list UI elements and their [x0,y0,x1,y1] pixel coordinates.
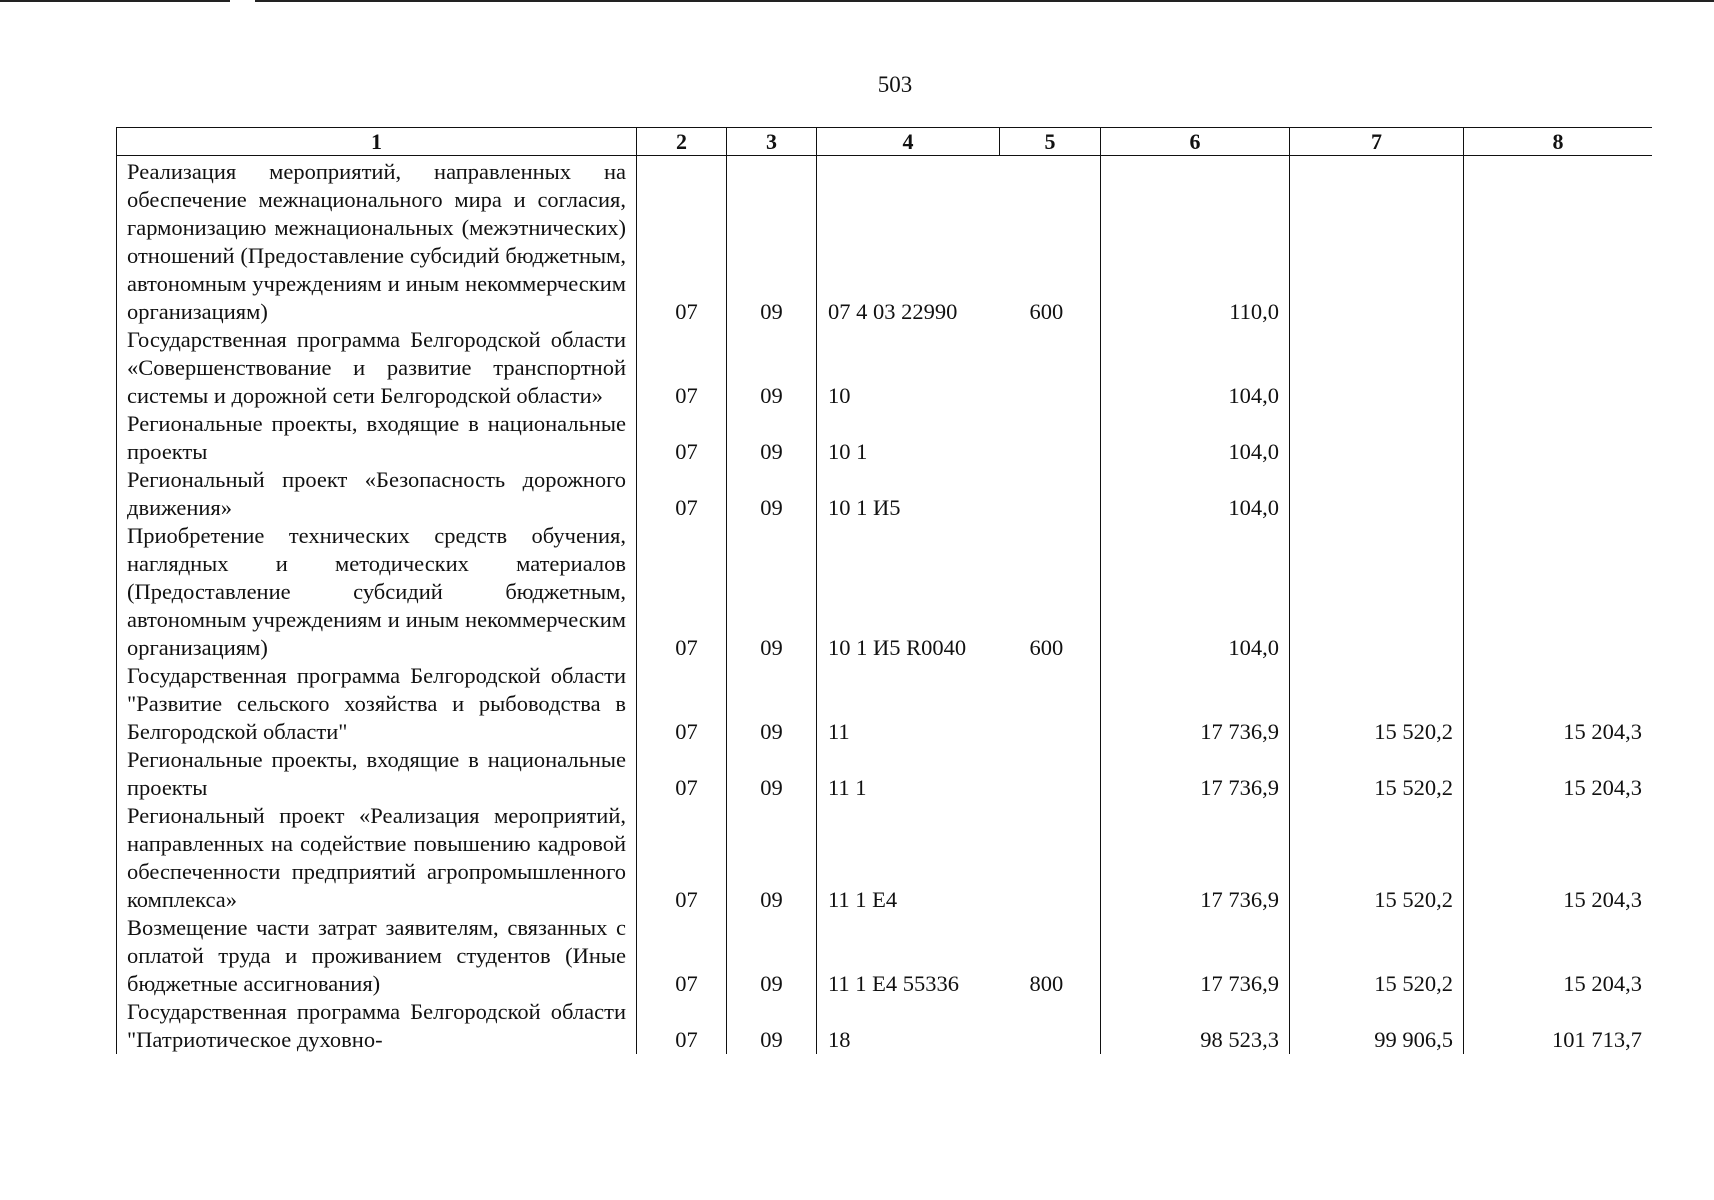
row-target-code: 10 1 И5 [817,466,1000,522]
table-header-row [117,128,1653,156]
row-target-code: 11 1 Е4 [817,802,1000,914]
row-amount-col8 [1464,410,1653,466]
row-target-code: 10 1 И5 R0040 [817,522,1000,662]
row-subsection: 09 [727,802,817,914]
row-subsection: 09 [727,466,817,522]
row-subsection: 09 [727,522,817,662]
column-header-5: 5 [1000,128,1101,156]
column-header-7: 7 [1290,128,1464,156]
row-amount-col8: 15 204,3 [1464,802,1653,914]
row-amount-col6: 17 736,9 [1101,746,1290,802]
row-amount-col8: 15 204,3 [1464,746,1653,802]
row-expense-type: 600 [1000,156,1101,327]
row-expense-type [1000,802,1101,914]
row-target-code: 07 4 03 22990 [817,156,1000,327]
table-row [117,998,1653,1054]
row-amount-col6: 98 523,3 [1101,998,1290,1054]
row-subsection: 09 [727,914,817,998]
table-row [117,156,1653,327]
row-amount-col7 [1290,326,1464,410]
row-name: Государственная программа Белгородской области «Совершенствование и развитие транспортной системы и дорожной сети Белгородской области» [117,326,637,410]
row-amount-col8: 15 204,3 [1464,662,1653,746]
scan-edge-line-right [255,0,1714,2]
row-expense-type [1000,746,1101,802]
row-amount-col6: 17 736,9 [1101,802,1290,914]
table-row [117,326,1653,410]
row-amount-col6: 17 736,9 [1101,914,1290,998]
row-name: Региональный проект «Безопасность дорожного движения» [117,466,637,522]
row-expense-type [1000,410,1101,466]
row-expense-type [1000,466,1101,522]
row-amount-col7: 15 520,2 [1290,746,1464,802]
column-header-6: 6 [1101,128,1290,156]
row-section: 07 [637,410,727,466]
column-header-1: 1 [117,128,637,156]
row-section: 07 [637,802,727,914]
row-amount-col8 [1464,466,1653,522]
row-amount-col7 [1290,156,1464,327]
row-name: Региональные проекты, входящие в национальные проекты [117,746,637,802]
row-subsection: 09 [727,410,817,466]
row-name: Реализация мероприятий, направленных на обеспечение межнационального мира и согласия, гармонизацию межнациональных (межэтнических) отношений (Предоставление субсидий бюджетным, автономным учреждениям и иным некоммерческим организациям) [117,156,637,327]
row-name: Региональные проекты, входящие в национальные проекты [117,410,637,466]
row-section: 07 [637,914,727,998]
row-amount-col8 [1464,326,1653,410]
row-amount-col7: 15 520,2 [1290,914,1464,998]
table-row [117,410,1653,466]
row-amount-col6: 104,0 [1101,410,1290,466]
row-amount-col8 [1464,522,1653,662]
row-amount-col6: 110,0 [1101,156,1290,327]
table-row [117,466,1653,522]
column-header-2: 2 [637,128,727,156]
row-section: 07 [637,662,727,746]
table-row [117,662,1653,746]
row-amount-col8: 101 713,7 [1464,998,1653,1054]
row-amount-col7: 99 906,5 [1290,998,1464,1054]
page-number: 503 [877,72,913,97]
row-target-code: 11 1 Е4 55336 [817,914,1000,998]
table-row [117,802,1653,914]
row-amount-col8 [1464,156,1653,327]
row-amount-col6: 104,0 [1101,522,1290,662]
table-row [117,746,1653,802]
row-section: 07 [637,746,727,802]
table-row [117,914,1653,998]
row-section: 07 [637,326,727,410]
row-section: 07 [637,156,727,327]
row-name: Региональный проект «Реализация мероприятий, направленных на содействие повышению кадровой обеспеченности предприятий агропромышленного комплекса» [117,802,637,914]
row-amount-col8: 15 204,3 [1464,914,1653,998]
row-name: Государственная программа Белгородской области "Развитие сельского хозяйства и рыбоводства в Белгородской области" [117,662,637,746]
table-row [117,522,1653,662]
column-header-8: 8 [1464,128,1653,156]
row-amount-col7: 15 520,2 [1290,662,1464,746]
row-expense-type: 600 [1000,522,1101,662]
row-amount-col6: 104,0 [1101,466,1290,522]
column-header-4: 4 [817,128,1000,156]
row-subsection: 09 [727,156,817,327]
row-amount-col7 [1290,410,1464,466]
column-header-3: 3 [727,128,817,156]
row-amount-col6: 104,0 [1101,326,1290,410]
budget-table-container [116,127,1652,1111]
row-target-code: 11 1 [817,746,1000,802]
budget-table [116,127,1652,1054]
row-section: 07 [637,466,727,522]
row-amount-col7: 15 520,2 [1290,802,1464,914]
row-expense-type [1000,662,1101,746]
row-subsection: 09 [727,998,817,1054]
row-target-code: 10 [817,326,1000,410]
row-subsection: 09 [727,326,817,410]
row-subsection: 09 [727,746,817,802]
row-section: 07 [637,522,727,662]
row-name: Приобретение технических средств обучения, наглядных и методических материалов (Предоставление субсидий бюджетным, автономным учреждениям и иным некоммерческим организациям) [117,522,637,662]
row-target-code: 18 [817,998,1000,1054]
scan-edge-line-left [0,0,230,2]
row-amount-col7 [1290,466,1464,522]
row-target-code: 11 [817,662,1000,746]
row-expense-type: 800 [1000,914,1101,998]
row-name: Возмещение части затрат заявителям, связанных с оплатой труда и проживанием студентов (Иные бюджетные ассигнования) [117,914,637,998]
row-subsection: 09 [727,662,817,746]
row-expense-type [1000,998,1101,1054]
row-amount-col6: 17 736,9 [1101,662,1290,746]
row-target-code: 10 1 [817,410,1000,466]
row-section: 07 [637,998,727,1054]
row-name: Государственная программа Белгородской области "Патриотическое духовно- [117,998,637,1054]
row-amount-col7 [1290,522,1464,662]
row-expense-type [1000,326,1101,410]
